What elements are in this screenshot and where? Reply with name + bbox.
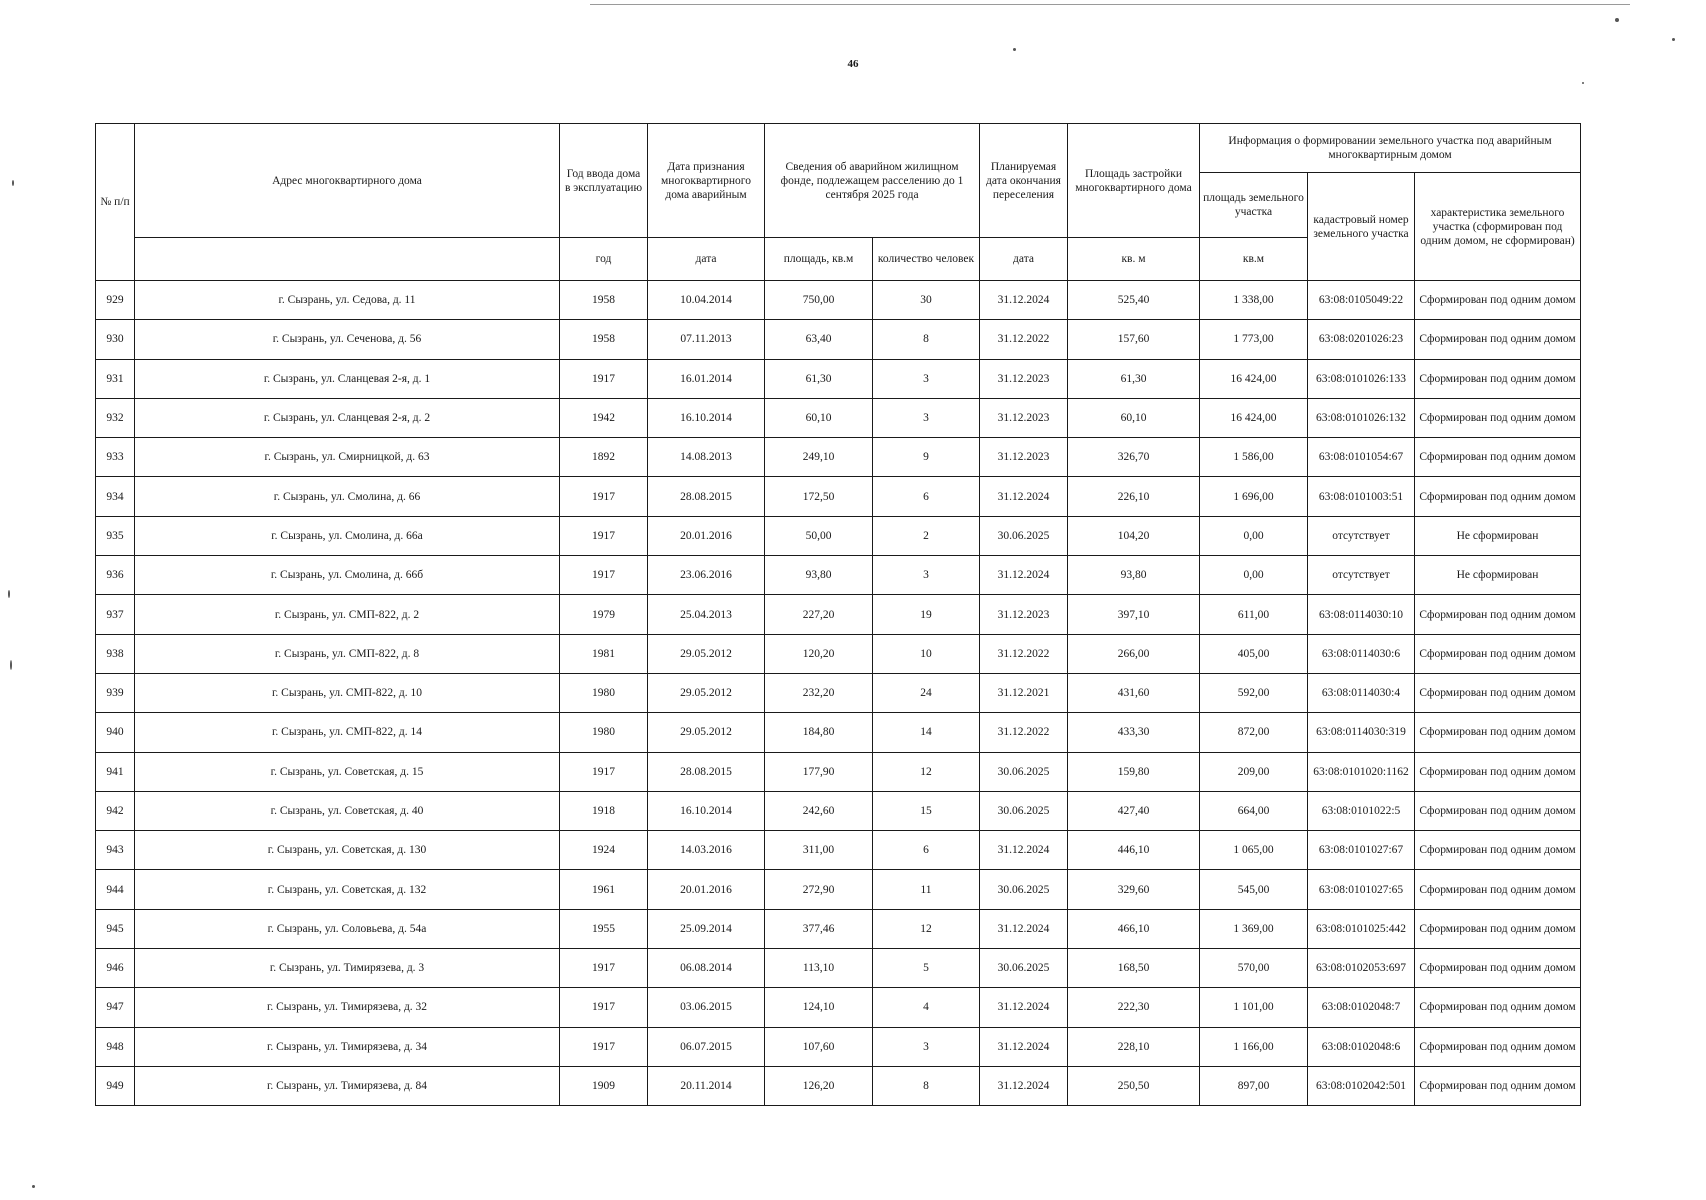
row-building-area: 157,60 — [1068, 320, 1200, 359]
row-year: 1917 — [560, 1027, 648, 1066]
row-planned-date: 31.12.2022 — [980, 634, 1068, 673]
table-row — [96, 673, 1581, 712]
row-area: 113,10 — [765, 949, 873, 988]
row-year: 1958 — [560, 281, 648, 320]
row-area: 311,00 — [765, 831, 873, 870]
row-address: г. Сызрань, ул. Сеченова, д. 56 — [135, 320, 560, 359]
table-row — [96, 281, 1581, 320]
row-planned-date: 31.12.2021 — [980, 673, 1068, 712]
row-building-area: 159,80 — [1068, 752, 1200, 791]
row-address: г. Сызрань, ул. СМП-822, д. 10 — [135, 673, 560, 712]
scan-speck — [1615, 18, 1619, 22]
page-number: 46 — [847, 58, 859, 70]
row-num: 943 — [96, 831, 135, 870]
row-area: 107,60 — [765, 1027, 873, 1066]
row-cadastral: 63:08:0105049:22 — [1308, 281, 1415, 320]
row-area: 93,80 — [765, 556, 873, 595]
row-num: 937 — [96, 595, 135, 634]
row-building-area: 266,00 — [1068, 634, 1200, 673]
row-building-area: 222,30 — [1068, 988, 1200, 1027]
row-status: Сформирован под одним домом — [1415, 673, 1581, 712]
unit-year: год — [560, 238, 648, 281]
header-year: Год ввода дома в эксплуатацию — [560, 124, 648, 238]
row-cadastral: 63:08:0101054:67 — [1308, 438, 1415, 477]
row-planned-date: 31.12.2024 — [980, 1027, 1068, 1066]
row-num: 929 — [96, 281, 135, 320]
row-num: 938 — [96, 634, 135, 673]
row-year: 1980 — [560, 673, 648, 712]
row-planned-date: 31.12.2024 — [980, 1066, 1068, 1105]
header-address-blank — [135, 238, 560, 281]
row-recognition-date: 20.01.2016 — [648, 870, 765, 909]
row-land-area: 611,00 — [1200, 595, 1308, 634]
row-area: 750,00 — [765, 281, 873, 320]
row-people: 4 — [873, 988, 980, 1027]
row-planned-date: 31.12.2023 — [980, 438, 1068, 477]
table-row — [96, 831, 1581, 870]
row-address: г. Сызрань, ул. Смирницкой, д. 63 — [135, 438, 560, 477]
row-year: 1980 — [560, 713, 648, 752]
row-land-area: 545,00 — [1200, 870, 1308, 909]
row-building-area: 466,10 — [1068, 909, 1200, 948]
scan-speck — [1672, 38, 1675, 41]
row-people: 12 — [873, 909, 980, 948]
table-row — [96, 634, 1581, 673]
row-status: Сформирован под одним домом — [1415, 359, 1581, 398]
row-building-area: 446,10 — [1068, 831, 1200, 870]
row-planned-date: 31.12.2024 — [980, 477, 1068, 516]
row-address: г. Сызрань, ул. Советская, д. 40 — [135, 791, 560, 830]
row-status: Сформирован под одним домом — [1415, 281, 1581, 320]
row-building-area: 431,60 — [1068, 673, 1200, 712]
table-row — [96, 791, 1581, 830]
table-row — [96, 988, 1581, 1027]
row-recognition-date: 28.08.2015 — [648, 752, 765, 791]
row-land-area: 1 773,00 — [1200, 320, 1308, 359]
row-status: Сформирован под одним домом — [1415, 713, 1581, 752]
row-address: г. Сызрань, ул. СМП-822, д. 2 — [135, 595, 560, 634]
header-recognition-date: Дата признания многоквартирного дома аварийным — [648, 124, 765, 238]
row-status: Сформирован под одним домом — [1415, 477, 1581, 516]
row-status: Сформирован под одним домом — [1415, 438, 1581, 477]
row-cadastral: 63:08:0102048:7 — [1308, 988, 1415, 1027]
row-recognition-date: 20.11.2014 — [648, 1066, 765, 1105]
table-row — [96, 752, 1581, 791]
row-cadastral: 63:08:0101003:51 — [1308, 477, 1415, 516]
row-status: Сформирован под одним домом — [1415, 831, 1581, 870]
row-status: Сформирован под одним домом — [1415, 870, 1581, 909]
row-land-area: 897,00 — [1200, 1066, 1308, 1105]
table-row — [96, 477, 1581, 516]
row-people: 10 — [873, 634, 980, 673]
row-area: 172,50 — [765, 477, 873, 516]
row-land-area: 664,00 — [1200, 791, 1308, 830]
row-year: 1918 — [560, 791, 648, 830]
row-area: 377,46 — [765, 909, 873, 948]
row-year: 1958 — [560, 320, 648, 359]
row-num: 931 — [96, 359, 135, 398]
row-year: 1917 — [560, 359, 648, 398]
table-row — [96, 320, 1581, 359]
table-row — [96, 949, 1581, 988]
header-planned-date: Планируемая дата окончания переселения — [980, 124, 1068, 238]
row-recognition-date: 20.01.2016 — [648, 516, 765, 555]
row-cadastral: 63:08:0114030:319 — [1308, 713, 1415, 752]
unit-building-area: кв. м — [1068, 238, 1200, 281]
row-year: 1961 — [560, 870, 648, 909]
row-num: 939 — [96, 673, 135, 712]
row-cadastral: 63:08:0101026:133 — [1308, 359, 1415, 398]
row-land-area: 209,00 — [1200, 752, 1308, 791]
row-year: 1892 — [560, 438, 648, 477]
row-people: 15 — [873, 791, 980, 830]
row-status: Сформирован под одним домом — [1415, 1066, 1581, 1105]
row-area: 50,00 — [765, 516, 873, 555]
row-status: Не сформирован — [1415, 556, 1581, 595]
row-people: 6 — [873, 831, 980, 870]
row-status: Сформирован под одним домом — [1415, 320, 1581, 359]
table-row — [96, 359, 1581, 398]
row-year: 1942 — [560, 398, 648, 437]
row-building-area: 60,10 — [1068, 398, 1200, 437]
row-cadastral: отсутствует — [1308, 556, 1415, 595]
row-area: 249,10 — [765, 438, 873, 477]
row-cadastral: 63:08:0101027:65 — [1308, 870, 1415, 909]
row-people: 30 — [873, 281, 980, 320]
header-emergency-info: Сведения об аварийном жилищном фонде, подлежащем расселению до 1 сентября 2025 года — [765, 124, 980, 238]
row-address: г. Сызрань, ул. Тимирязева, д. 84 — [135, 1066, 560, 1105]
row-cadastral: отсутствует — [1308, 516, 1415, 555]
row-area: 232,20 — [765, 673, 873, 712]
unit-land-area: кв.м — [1200, 238, 1308, 281]
row-area: 60,10 — [765, 398, 873, 437]
row-year: 1909 — [560, 1066, 648, 1105]
row-status: Сформирован под одним домом — [1415, 595, 1581, 634]
row-cadastral: 63:08:0114030:6 — [1308, 634, 1415, 673]
row-land-area: 1 065,00 — [1200, 831, 1308, 870]
row-land-area: 1 166,00 — [1200, 1027, 1308, 1066]
row-num: 936 — [96, 556, 135, 595]
row-land-area: 872,00 — [1200, 713, 1308, 752]
row-area: 272,90 — [765, 870, 873, 909]
table-row — [96, 438, 1581, 477]
row-num: 947 — [96, 988, 135, 1027]
header-building-area: Площадь застройки многоквартирного дома — [1068, 124, 1200, 238]
row-recognition-date: 06.07.2015 — [648, 1027, 765, 1066]
row-recognition-date: 29.05.2012 — [648, 713, 765, 752]
row-building-area: 433,30 — [1068, 713, 1200, 752]
row-area: 126,20 — [765, 1066, 873, 1105]
row-recognition-date: 14.08.2013 — [648, 438, 765, 477]
row-planned-date: 31.12.2024 — [980, 556, 1068, 595]
table-row — [96, 870, 1581, 909]
row-recognition-date: 16.01.2014 — [648, 359, 765, 398]
row-cadastral: 63:08:0101026:132 — [1308, 398, 1415, 437]
row-num: 940 — [96, 713, 135, 752]
row-address: г. Сызрань, ул. Соловьева, д. 54а — [135, 909, 560, 948]
row-status: Сформирован под одним домом — [1415, 949, 1581, 988]
unit-people: количество человек — [873, 238, 980, 281]
row-num: 934 — [96, 477, 135, 516]
row-recognition-date: 10.04.2014 — [648, 281, 765, 320]
row-planned-date: 30.06.2025 — [980, 870, 1068, 909]
row-planned-date: 30.06.2025 — [980, 949, 1068, 988]
row-building-area: 93,80 — [1068, 556, 1200, 595]
row-address: г. Сызрань, ул. СМП-822, д. 8 — [135, 634, 560, 673]
unit-recognition-date: дата — [648, 238, 765, 281]
row-people: 2 — [873, 516, 980, 555]
row-cadastral: 63:08:0102048:6 — [1308, 1027, 1415, 1066]
row-people: 14 — [873, 713, 980, 752]
row-year: 1981 — [560, 634, 648, 673]
table-row — [96, 713, 1581, 752]
row-year: 1955 — [560, 909, 648, 948]
row-cadastral: 63:08:0102042:501 — [1308, 1066, 1415, 1105]
table-row — [96, 556, 1581, 595]
row-recognition-date: 06.08.2014 — [648, 949, 765, 988]
row-planned-date: 31.12.2023 — [980, 398, 1068, 437]
row-building-area: 250,50 — [1068, 1066, 1200, 1105]
row-num: 935 — [96, 516, 135, 555]
scan-artifact-line — [590, 4, 1630, 5]
row-land-area: 1 101,00 — [1200, 988, 1308, 1027]
row-year: 1917 — [560, 477, 648, 516]
row-building-area: 427,40 — [1068, 791, 1200, 830]
row-cadastral: 63:08:0101025:442 — [1308, 909, 1415, 948]
row-address: г. Сызрань, ул. СМП-822, д. 14 — [135, 713, 560, 752]
table-row — [96, 398, 1581, 437]
row-recognition-date: 16.10.2014 — [648, 791, 765, 830]
row-people: 3 — [873, 359, 980, 398]
row-year: 1979 — [560, 595, 648, 634]
row-planned-date: 31.12.2024 — [980, 831, 1068, 870]
row-cadastral: 63:08:0101022:5 — [1308, 791, 1415, 830]
row-address: г. Сызрань, ул. Советская, д. 15 — [135, 752, 560, 791]
row-address: г. Сызрань, ул. Седова, д. 11 — [135, 281, 560, 320]
table-row — [96, 516, 1581, 555]
row-planned-date: 31.12.2022 — [980, 713, 1068, 752]
row-people: 12 — [873, 752, 980, 791]
row-planned-date: 31.12.2022 — [980, 320, 1068, 359]
scan-speck — [10, 660, 12, 670]
row-people: 11 — [873, 870, 980, 909]
row-status: Сформирован под одним домом — [1415, 988, 1581, 1027]
table-body — [96, 281, 1581, 1106]
unit-area: площадь, кв.м — [765, 238, 873, 281]
row-status: Сформирован под одним домом — [1415, 1027, 1581, 1066]
row-cadastral: 63:08:0114030:10 — [1308, 595, 1415, 634]
header-characteristic: характеристика земельного участка (сформирован под одним домом, не сформирован) — [1415, 173, 1581, 281]
row-planned-date: 30.06.2025 — [980, 752, 1068, 791]
row-num: 932 — [96, 398, 135, 437]
row-building-area: 104,20 — [1068, 516, 1200, 555]
row-planned-date: 31.12.2024 — [980, 988, 1068, 1027]
row-num: 948 — [96, 1027, 135, 1066]
row-address: г. Сызрань, ул. Смолина, д. 66б — [135, 556, 560, 595]
row-num: 930 — [96, 320, 135, 359]
row-year: 1917 — [560, 949, 648, 988]
row-planned-date: 31.12.2023 — [980, 359, 1068, 398]
row-recognition-date: 07.11.2013 — [648, 320, 765, 359]
row-people: 19 — [873, 595, 980, 634]
row-status: Сформирован под одним домом — [1415, 791, 1581, 830]
row-building-area: 525,40 — [1068, 281, 1200, 320]
header-address: Адрес многоквартирного дома — [135, 124, 560, 238]
row-land-area: 16 424,00 — [1200, 398, 1308, 437]
row-address: г. Сызрань, ул. Тимирязева, д. 34 — [135, 1027, 560, 1066]
row-address: г. Сызрань, ул. Советская, д. 130 — [135, 831, 560, 870]
row-land-area: 1 586,00 — [1200, 438, 1308, 477]
row-address: г. Сызрань, ул. Тимирязева, д. 3 — [135, 949, 560, 988]
row-people: 3 — [873, 398, 980, 437]
row-area: 242,60 — [765, 791, 873, 830]
row-cadastral: 63:08:0101027:67 — [1308, 831, 1415, 870]
row-building-area: 326,70 — [1068, 438, 1200, 477]
scan-speck — [32, 1185, 35, 1188]
row-area: 227,20 — [765, 595, 873, 634]
row-land-area: 1 696,00 — [1200, 477, 1308, 516]
row-recognition-date: 29.05.2012 — [648, 634, 765, 673]
row-address: г. Сызрань, ул. Тимирязева, д. 32 — [135, 988, 560, 1027]
row-cadastral: 63:08:0114030:4 — [1308, 673, 1415, 712]
row-address: г. Сызрань, ул. Смолина, д. 66 — [135, 477, 560, 516]
table-row — [96, 1027, 1581, 1066]
row-planned-date: 31.12.2024 — [980, 909, 1068, 948]
row-recognition-date: 25.09.2014 — [648, 909, 765, 948]
scan-speck — [1582, 82, 1584, 84]
row-recognition-date: 14.03.2016 — [648, 831, 765, 870]
header-land-area: площадь земельного участка — [1200, 173, 1308, 238]
row-area: 61,30 — [765, 359, 873, 398]
row-recognition-date: 25.04.2013 — [648, 595, 765, 634]
row-status: Не сформирован — [1415, 516, 1581, 555]
row-building-area: 168,50 — [1068, 949, 1200, 988]
row-recognition-date: 16.10.2014 — [648, 398, 765, 437]
row-recognition-date: 29.05.2012 — [648, 673, 765, 712]
row-num: 942 — [96, 791, 135, 830]
row-people: 5 — [873, 949, 980, 988]
row-address: г. Сызрань, ул. Смолина, д. 66а — [135, 516, 560, 555]
row-status: Сформирован под одним домом — [1415, 398, 1581, 437]
row-recognition-date: 28.08.2015 — [648, 477, 765, 516]
scan-speck — [8, 590, 10, 598]
scan-speck — [12, 180, 14, 186]
table-header — [96, 124, 1581, 281]
row-year: 1917 — [560, 516, 648, 555]
row-address: г. Сызрань, ул. Советская, д. 132 — [135, 870, 560, 909]
row-num: 946 — [96, 949, 135, 988]
row-recognition-date: 03.06.2015 — [648, 988, 765, 1027]
table-row — [96, 909, 1581, 948]
row-area: 184,80 — [765, 713, 873, 752]
row-address: г. Сызрань, ул. Сланцевая 2-я, д. 1 — [135, 359, 560, 398]
row-planned-date: 30.06.2025 — [980, 791, 1068, 830]
row-area: 177,90 — [765, 752, 873, 791]
row-land-area: 592,00 — [1200, 673, 1308, 712]
row-area: 124,10 — [765, 988, 873, 1027]
row-land-area: 0,00 — [1200, 516, 1308, 555]
row-year: 1917 — [560, 752, 648, 791]
row-num: 944 — [96, 870, 135, 909]
row-area: 63,40 — [765, 320, 873, 359]
row-building-area: 397,10 — [1068, 595, 1200, 634]
row-cadastral: 63:08:0102053:697 — [1308, 949, 1415, 988]
header-cadastral: кадастровый номер земельного участка — [1308, 173, 1415, 281]
row-building-area: 61,30 — [1068, 359, 1200, 398]
row-planned-date: 31.12.2024 — [980, 281, 1068, 320]
row-cadastral: 63:08:0101020:1162 — [1308, 752, 1415, 791]
row-land-area: 1 338,00 — [1200, 281, 1308, 320]
row-building-area: 329,60 — [1068, 870, 1200, 909]
row-people: 6 — [873, 477, 980, 516]
row-status: Сформирован под одним домом — [1415, 752, 1581, 791]
row-people: 8 — [873, 320, 980, 359]
header-num: № п/п — [96, 124, 135, 281]
row-building-area: 228,10 — [1068, 1027, 1200, 1066]
row-num: 949 — [96, 1066, 135, 1105]
unit-planned-date: дата — [980, 238, 1068, 281]
row-people: 8 — [873, 1066, 980, 1105]
emergency-housing-table — [95, 123, 1581, 1106]
scan-speck — [1013, 48, 1016, 51]
row-land-area: 570,00 — [1200, 949, 1308, 988]
header-land-info: Информация о формировании земельного участка под аварийным многоквартирным домом — [1200, 124, 1581, 173]
row-planned-date: 30.06.2025 — [980, 516, 1068, 555]
row-num: 941 — [96, 752, 135, 791]
row-land-area: 1 369,00 — [1200, 909, 1308, 948]
row-people: 3 — [873, 556, 980, 595]
row-land-area: 0,00 — [1200, 556, 1308, 595]
row-year: 1917 — [560, 556, 648, 595]
row-cadastral: 63:08:0201026:23 — [1308, 320, 1415, 359]
table-row — [96, 1066, 1581, 1105]
row-land-area: 16 424,00 — [1200, 359, 1308, 398]
row-people: 3 — [873, 1027, 980, 1066]
row-area: 120,20 — [765, 634, 873, 673]
row-people: 24 — [873, 673, 980, 712]
row-status: Сформирован под одним домом — [1415, 909, 1581, 948]
row-land-area: 405,00 — [1200, 634, 1308, 673]
row-building-area: 226,10 — [1068, 477, 1200, 516]
row-year: 1924 — [560, 831, 648, 870]
row-address: г. Сызрань, ул. Сланцевая 2-я, д. 2 — [135, 398, 560, 437]
row-status: Сформирован под одним домом — [1415, 634, 1581, 673]
row-year: 1917 — [560, 988, 648, 1027]
row-recognition-date: 23.06.2016 — [648, 556, 765, 595]
row-num: 945 — [96, 909, 135, 948]
table-row — [96, 595, 1581, 634]
row-num: 933 — [96, 438, 135, 477]
row-people: 9 — [873, 438, 980, 477]
row-planned-date: 31.12.2023 — [980, 595, 1068, 634]
